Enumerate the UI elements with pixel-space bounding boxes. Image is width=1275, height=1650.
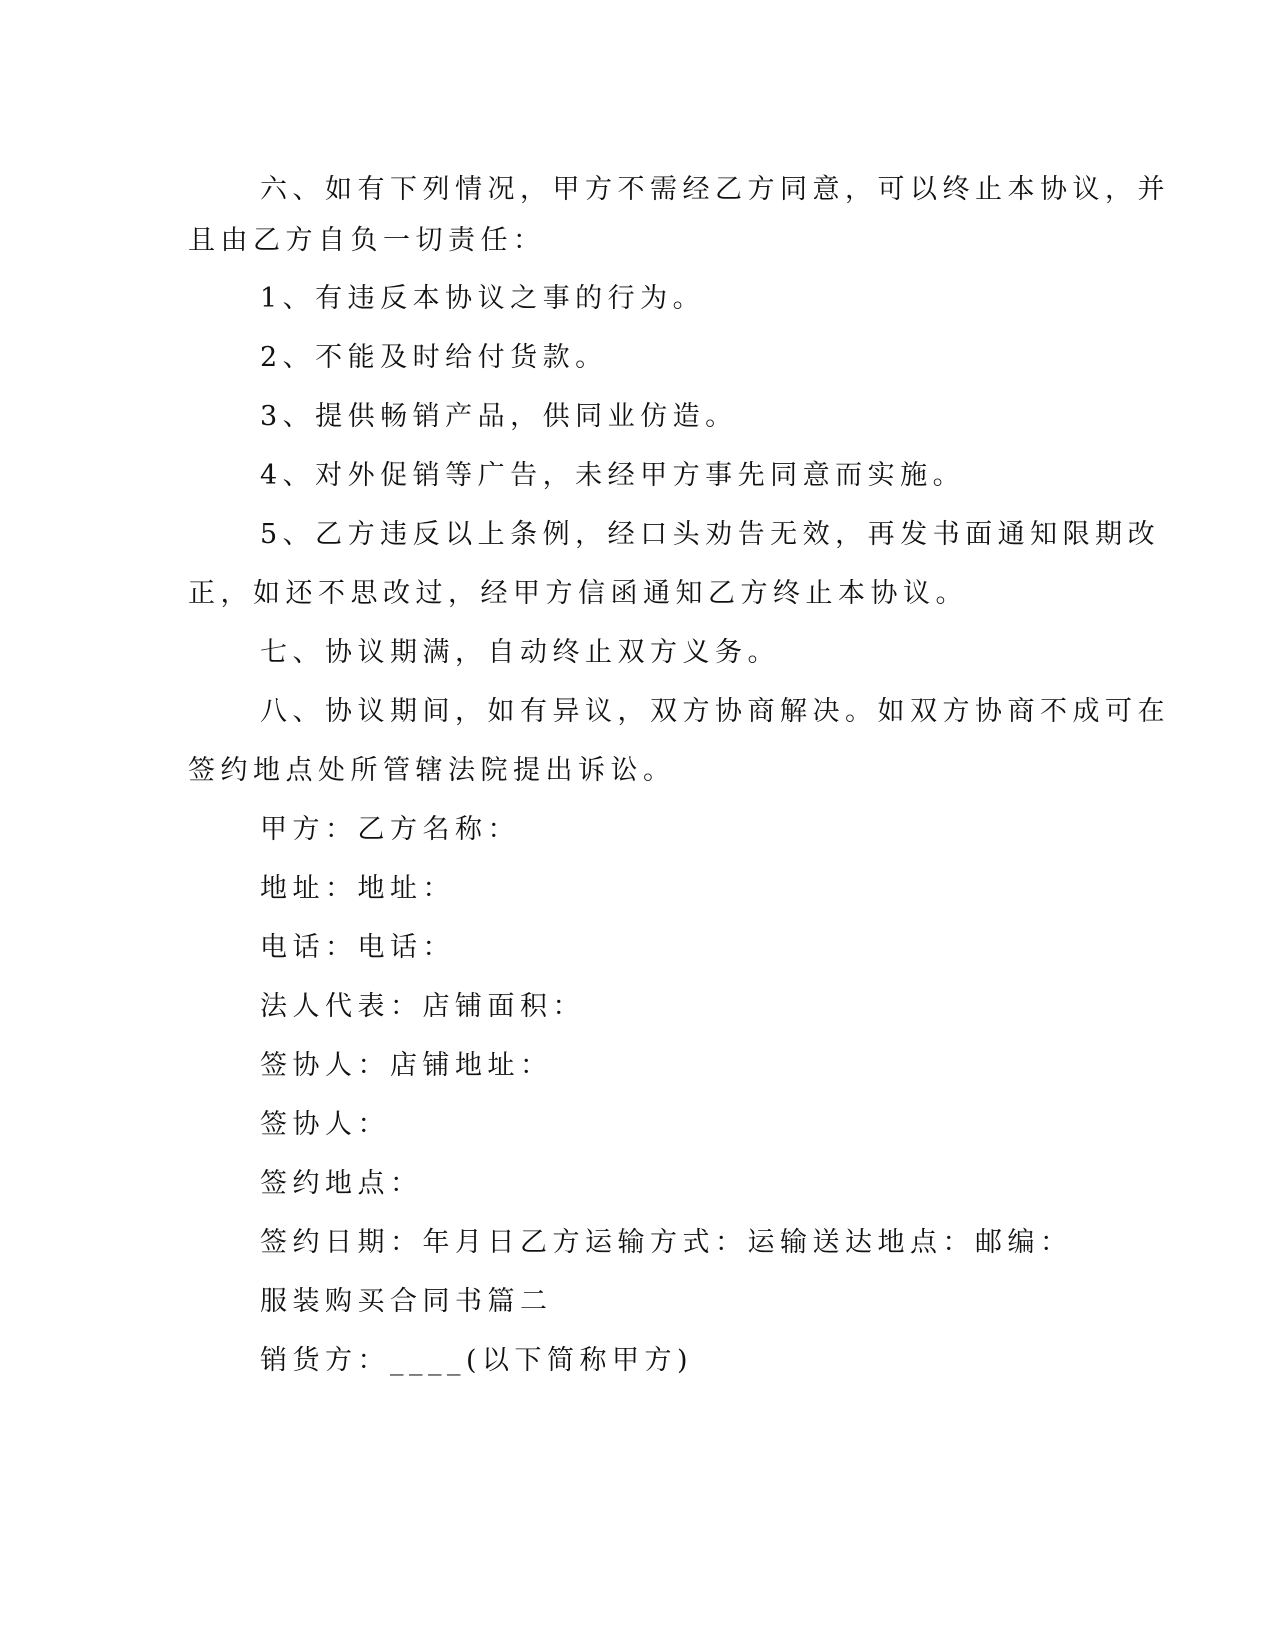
signature-signer-line: 签协人：店铺地址： — [260, 1050, 553, 1081]
clause-6-item-3: 3、提供畅销产品，供同业仿造。 — [260, 401, 738, 432]
signature-date-line: 签约日期：年月日乙方运输方式：运输送达地点：邮编： — [260, 1227, 1073, 1258]
clause-7-text: 七、协议期满，自动终止双方义务。 — [260, 637, 780, 668]
clause-6-text: 六、如有下列情况，甲方不需经乙方同意，可以终止本协议，并 — [260, 174, 1170, 205]
signature-location-line: 签约地点： — [260, 1168, 423, 1199]
clause-8-text-cont: 签约地点处所管辖法院提出诉讼。 — [188, 755, 676, 786]
clause-6-item-4: 4、对外促销等广告，未经甲方事先同意而实施。 — [260, 460, 966, 491]
clause-6-item-5: 5、乙方违反以上条例，经口头劝告无效，再发书面通知限期改 — [260, 519, 1161, 550]
signature-phone-line: 电话：电话： — [260, 932, 455, 963]
clause-6-text-cont: 且由乙方自负一切责任： — [188, 225, 546, 256]
signature-party-line: 甲方：乙方名称： — [260, 814, 520, 845]
clause-6-item-5-cont: 正，如还不思改过，经甲方信函通知乙方终止本协议。 — [188, 578, 968, 609]
clause-6-item-1: 1、有违反本协议之事的行为。 — [260, 283, 706, 314]
section-title: 服装购买合同书篇二 — [260, 1286, 553, 1317]
seller-line: 销货方：____(以下简称甲方) — [260, 1345, 694, 1376]
signature-signer-line-2: 签协人： — [260, 1109, 390, 1140]
clause-8-text: 八、协议期间，如有异议，双方协商解决。如双方协商不成可在 — [260, 696, 1170, 727]
signature-address-line: 地址：地址： — [260, 873, 455, 904]
signature-legal-rep-line: 法人代表：店铺面积： — [260, 991, 585, 1022]
clause-6-item-2: 2、不能及时给付货款。 — [260, 342, 608, 373]
